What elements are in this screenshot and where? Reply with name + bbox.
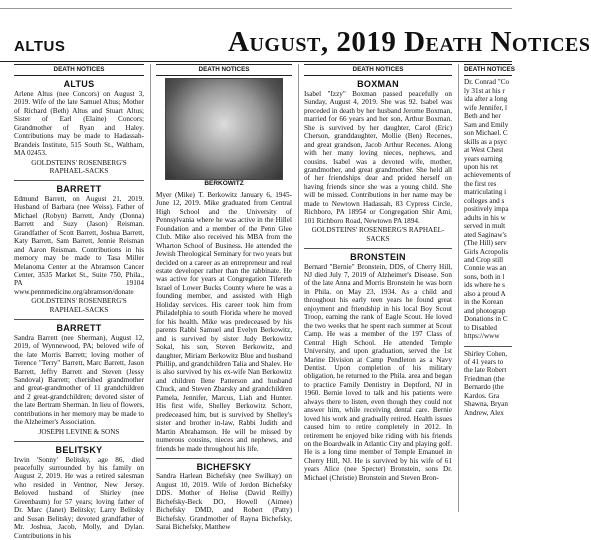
divider: [156, 458, 292, 459]
funeral-home: GOLDSTEINS' ROSENBERG'S RAPHAEL-SACKS: [311, 226, 445, 243]
notice-text: Sandra Harlean Bichefsky (nee Swilkay) on August 10, 2019. Wife of Jordon Bichefsky DDS. Mother of Helise (David Reilly) Bichefsky-Beck DO, Howell (Aimee) Bichefsky DMD, and Robert (Patty) Bichefsky. Grandmother of Rayna Bichefsky, Sarai Bichefsky, Matthew: [156, 472, 292, 532]
funeral-home: JOSEPH LEVINE & SONS: [38, 427, 120, 436]
section-header: DEATH NOTICES: [304, 64, 452, 76]
notice-text: Isabel "Izzy" Boxman passed peacefully on Sunday, August 4, 2019. She was 92. Isabel was preceded in death by her husband Jerome Boxman, married for 66 years and her son, Arthur Boxman. She is survived by her daughter, Carol (Eric) Cherson, granddaughter, Mollie (Ben) Recenes, and great grandson, Jacob Arthur Recenes. Along with her many loving nieces, nephews, and cousins. Isabel was a devoted wife, mother, grandmother, and great grandmother. She held all of her friendships dear and prided herself on having friends since she was a young child. She will be missed. Contributions in her name may be made to Newtown Hadassah, 83 Cypress Circle, Richboro, PA 18954 or Congregation Shir Ami, 101 Richboro Road, Newtown PA 1894.: [304, 89, 452, 225]
notice-name: BELITSKY: [55, 445, 103, 456]
page-title: August, 2019 Death Notices: [228, 26, 591, 58]
section-header: [464, 64, 515, 76]
divider: [464, 346, 512, 347]
notice-name: BICHEFSKY: [196, 461, 252, 472]
notice-name: BRONSTEIN: [350, 252, 406, 263]
portrait-photo: [165, 78, 283, 180]
divider: [14, 319, 144, 320]
section-header: DEATH NOTICES: [156, 64, 292, 76]
header-rule: [0, 61, 512, 62]
column-divider: [150, 64, 151, 512]
section-header-text: DEATH NOTICES: [464, 66, 515, 73]
funeral-home: GOLDSTEINS' ROSENBERG'S RAPHAEL-SACKS: [31, 297, 127, 314]
notice-text: Irwin 'Sonny' Belitsky, age 86, died peacefully surrounded by his family on August 2, 2019. He was a retired salesman who resided in Ventnor, New Jersey. Beloved husband of Shirley (nee Greenbaum) for 57 years; loving father of Dr. Marc (Janet) Belitsky; Larry Belitsky and Susan Belitsky; devoted grandfather of Mr. Joshua, Jacob, Molly, and Dylan. Contributions in his: [14, 455, 144, 540]
page-section-label: ALTUS: [14, 38, 66, 55]
column-1: [14, 64, 144, 540]
divider: [304, 248, 452, 249]
column-3: [304, 64, 452, 512]
top-rule: [0, 0, 512, 9]
column-divider: [298, 64, 299, 512]
column-2: [156, 64, 292, 532]
notice-text: Bernard "Bernie" Bronstein, DDS, of Cherry Hill, NJ died July 7, 2019 of Alzheimer's Disease. Son of the late Anna and Morris Bronstein he was born in Phila. on May 23, 1934. As a child and throughout his early teen years he found great enjoyment and friendship in his local Boy Scout Troop, earning the rank of Eagle Scout. He loved the two weeks that he spent each summer at Scout Camp. He was a member of the 197 Class of Central High School. He attended Temple University, and upon graduation, served the 1st Marine Division at Camp Pendleton as a Navy Dentist. Upon completion of his military obligation, he returned to the Phila. area and began to practice Family Dentistry in Deptford, NJ in 1960. Bernie loved to talk and his patients were always there to listen, even though they could not answer him, while receiving dental care. Bernie loved his work and gradually retired. Health issues caused him to retire completely in 2012. In retirement he enjoyed bike riding with his friends on the Boardwalk in Atlantic City and playing golf. He is a long time member of Temple Emanuel in Cherry Hill, NJ. He is survived by his wife of 61 years Alice (nee Specter) Bronstein, sons Dr. Michael (Christie) Bronstein and Steven Bron-: [304, 262, 452, 482]
notice-name: ALTUS: [63, 79, 95, 90]
divider: [14, 441, 144, 442]
notice-text: Myer (Mike) T. Berkowitz January 6, 1945-June 12, 2019. Mike graduated from Central High School and the University of Pennsylvania where he was active in the Hillel Foundation and a member of the Penn Glee Club. Mike also received his MBA from the Wharton School of Business. He attended the Jewish Theological Seminary for two years but decided on a career as an entrepreneur and real estate developer rather than the rabbinate. He was active for years at Congregation Tifereth Israel of Lower Bucks County where he was a founding member, and assisted with High Holiday services. His career took him from Philadelphia to south Florida where he moved for his health. Mike was predeceased by his parents Rabbi Samuel and Evelyn Berkowitz, and is survived by sister Judy Berkowitz Sokal, his son, Steven Berkowitz, and daughter, Miriam Berkowitz Blue and husband Phillip, and grandchildren Talia and Shalev. He is also survived by his ex-wife Nan Berkowitz and children Ilene Patterson and husband Chuck, and Steven Zbarsky and grandchildren Pamela, Jennifer, Marcus, Liah and Hunter. His first wife, Shelley Berkowitz Schorr, predeceased him, but is survived by Shelley's sister and brother in-law, Rabbi Judith and Martin Abrahamson. He will be missed by numerous cousins, nieces and nephews, and friends he made throughout his life.: [156, 190, 292, 453]
section-header: DEATH NOTICES: [14, 64, 144, 76]
funeral-home: GOLDSTEINS' ROSENBERG'S RAPHAEL-SACKS: [31, 158, 127, 175]
divider: [14, 180, 144, 181]
notice-text: Sandra Barrett (nee Sherman), August 12, 2019, of Wynnewood, PA; beloved wife of the late Morris Barrett; loving mother of Terence "Terry" Barrett, Marc Barrett, Jason Barrett, Jeffry Barrett and Steven (Jessy Sandoval) Barrett; cherished grandmother and great-grandmother of 11 grandchildren and 2 great-grandchildren; devoted sister of the late Bertram Sherman. In lieu of flowers, contributions in her memory may be made to the Alzheimer's Association.: [14, 333, 144, 427]
notice-text: Dr. Conrad "Co ly 31st at his r ida after a long wife Jennifer, l Beth and her Sam and Emily son Michael. C skills as a psyc at West Chest years earning upon his ret achievements of the first res matriculating i colleges and s positively impa adults in his w served in mult ated Saginaw's (The Hill) serv Girls Acropolis and Crop still Connie was an sons, both in l ids where he s also a proud A in the Korean and photograp Donations in C to Disabled https://www: [464, 78, 511, 341]
column-4: [464, 64, 515, 512]
photo-caption: BERKOWITZ: [204, 180, 244, 188]
notice-text: Arlene Altus (nee Concors) on August 3, 2019. Wife of the late Samuel Altus; Mother of Richard (Beth) Altus and Stuart Altus; Sister of Earl (Elaine) Concors; Grandmother of Ryan and Haley. Contributions may be made to Hadassah-Brandeis Institute, 515 South St., Waltham, MA 02453.: [14, 89, 144, 158]
notice-name: BARRETT: [56, 184, 102, 195]
notice-text: Edmund Barrett, on August 21, 2019. Husband of Barbara (nee Weiss). Father of Michael (Robyn) Barrett, Andy (Donna) Barrett and Suzy (Jason) Reisman. Grandfather of Scott Barrett, Joshua Barrett, Katy Barrett, Sam Barrett, Jennie Reisman and Aaron Reisman. Contributions in his memory may be made to Tasa Miller Melanoma Center at the Abramson Cancer Center, 3535 Market St., Suite 750, Phila., PA 19104 www.pennmedicine.org/abramson/donate: [14, 194, 144, 296]
notice-name: BOXMAN: [357, 79, 399, 90]
notice-name: BARRETT: [56, 323, 102, 334]
notice-text: Shirley Cohen, of 41 years to the late Robert Friedman (the Bernardo (the Kardos. Gra Shawna, Bryan Andrew, Alex: [464, 349, 508, 417]
column-divider: [458, 64, 459, 512]
